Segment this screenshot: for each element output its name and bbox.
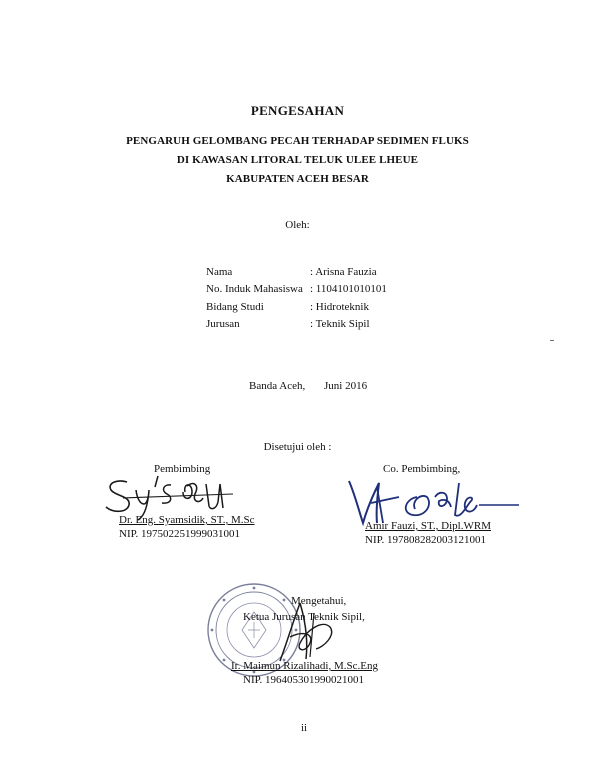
department-head-signature (270, 597, 345, 667)
by-label: Oleh: (285, 219, 310, 231)
co-supervisor-name: Amir Fauzi, ST., Dipl.WRM (365, 520, 491, 532)
supervisor-role: Pembimbing (154, 463, 211, 475)
identity-row-department (206, 316, 387, 333)
co-supervisor-nip: NIP. 197808282003121001 (365, 534, 487, 546)
thesis-title-line-1: PENGARUH GELOMBANG PECAH TERHADAP SEDIMEN FLUKS (126, 135, 469, 147)
identity-label: Nama (206, 266, 233, 278)
page-number: ii (301, 722, 308, 734)
page-heading: PENGESAHAN (250, 103, 345, 118)
student-identity (206, 264, 387, 333)
department-head-nip: NIP. 196405301990021001 (243, 674, 365, 686)
identity-value: : 1104101010101 (310, 283, 387, 296)
thesis-title-line-2: DI KAWASAN LITORAL TELUK ULEE LHEUE (176, 154, 419, 166)
identity-row-name (206, 264, 387, 281)
date: Juni 2016 (324, 380, 368, 392)
thesis-title-line-3: KABUPATEN ACEH BESAR (226, 173, 369, 185)
department-head-name: Ir. Maimun Rizalihadi, M.Sc.Eng (231, 660, 378, 672)
supervisor-nip: NIP. 197502251999031001 (119, 528, 241, 540)
identity-label: Jurusan (206, 317, 240, 330)
identity-row-student-number (206, 281, 387, 298)
department-head-role: Ketua Jurusan Teknik Sipil, (243, 611, 365, 623)
identity-value: : Teknik Sipil (310, 317, 370, 330)
identity-label: No. Induk Mahasiswa (206, 283, 303, 296)
acknowledged-label: Mengetahui, (291, 595, 347, 607)
place: Banda Aceh, (249, 380, 306, 392)
identity-row-field (206, 299, 387, 316)
place-date (249, 380, 367, 392)
scan-speck (550, 340, 554, 341)
co-supervisor-role: Co. Pembimbing, (383, 463, 461, 475)
identity-label: Bidang Studi (206, 300, 264, 313)
identity-value: : Hidroteknik (310, 300, 369, 313)
approved-by-label: Disetujui oleh : (263, 441, 332, 453)
identity-value: : Arisna Fauzia (310, 266, 377, 278)
supervisor-name: Dr. Eng. Syamsidik, ST., M.Sc (119, 514, 255, 526)
